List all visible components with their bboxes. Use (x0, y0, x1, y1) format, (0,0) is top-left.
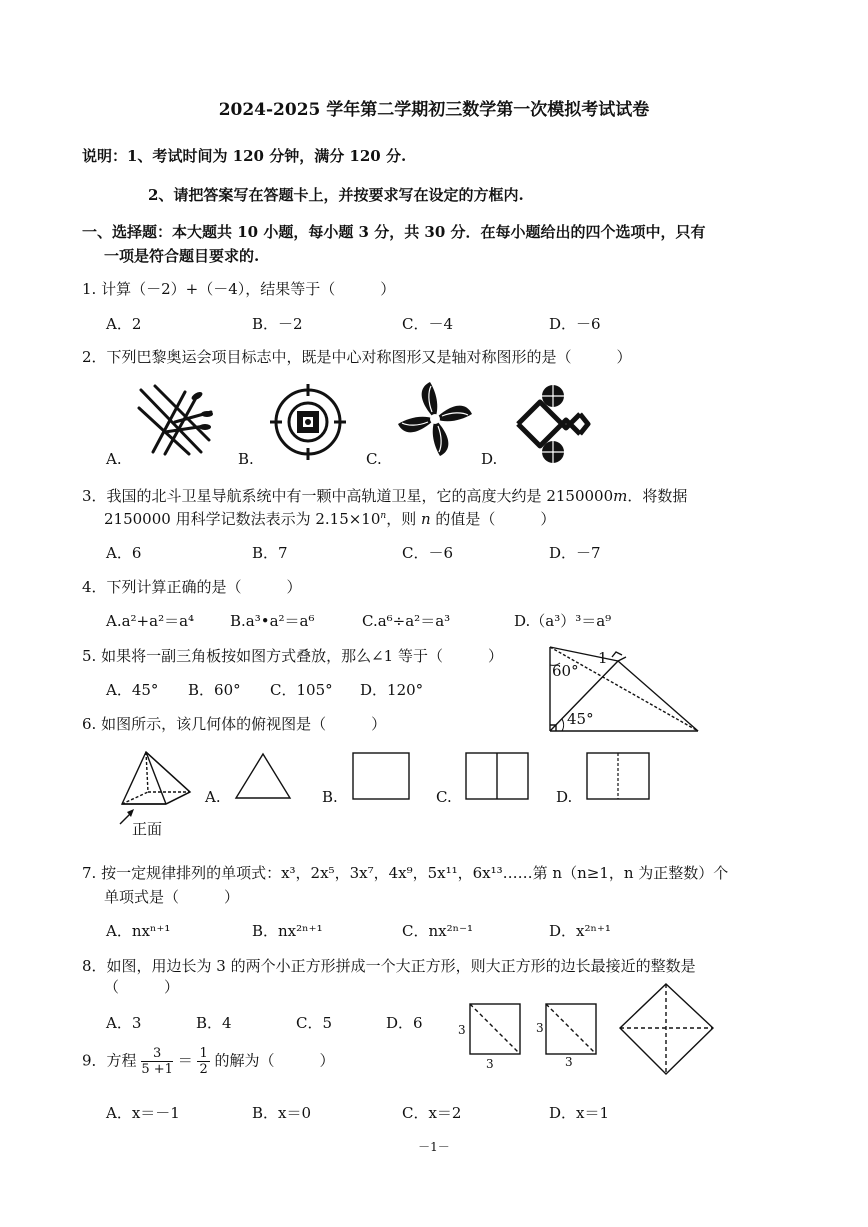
q2-label-b: B. (238, 450, 254, 468)
page-number: －1－ (418, 1140, 450, 1154)
q5-angle-1: 1 (598, 649, 608, 667)
q9-fraction-right (197, 1046, 209, 1077)
q9-equals: ＝ (177, 1051, 193, 1070)
q9-suffix: 的解为（ ） (214, 1051, 335, 1070)
q6-option-b-rectangle (352, 752, 410, 800)
q3-option-d: D．－7 (549, 544, 601, 562)
q9-option-b: B．x＝0 (252, 1104, 312, 1122)
q6-option-d-dashed-rectangle (586, 752, 650, 800)
q8-label-left-2: 3 (536, 1021, 544, 1035)
q3-option-c: C．－6 (402, 544, 454, 562)
q3-option-a: A．6 (106, 544, 142, 562)
q5-option-b: B．60° (188, 681, 241, 699)
q5-stem: 5. 如果将一副三角板按如图方式叠放，那么∠1 等于（ ） (82, 647, 503, 665)
q2-label-a: A. (106, 450, 122, 468)
q7-line-1: 7. 按一定规律排列的单项式：x³，2x⁵，3x⁷，4x⁹，5x¹¹，6x¹³……第 n（n≥1，n 为正整数）个 (82, 864, 729, 882)
q3-line-2-text: 2150000 用科学记数法表示为 2.15×10 (104, 510, 381, 528)
section-heading-line-2: 一项是符合题目要求的. (104, 247, 260, 265)
q5-option-c: C．105° (270, 681, 333, 699)
q2-stem: 2．下列巴黎奥运会项目标志中，既是中心对称图形又是轴对称图形的是（ ） (82, 348, 632, 366)
q8-label-bottom-1: 3 (486, 1057, 494, 1071)
q9-option-a: A．x＝－1 (106, 1104, 180, 1122)
q1-option-d: D．－6 (549, 315, 601, 333)
q8-line-2: （ ） (104, 978, 180, 996)
q3-line-1 (82, 485, 687, 506)
section-heading-line-1: 一、选择题：本大题共 10 小题，每小题 3 分，共 30 分．在每小题给出的四个选项中，只有 (82, 223, 706, 241)
q8-line-1: 8．如图，用边长为 3 的两个小正方形拼成一个大正方形，则大正方形的边长最接近的整数是 (82, 957, 696, 975)
q6-label-c: C. (436, 788, 452, 806)
q7-option-c: C．nx²ⁿ⁻¹ (402, 922, 474, 940)
q2-label-c: C. (366, 450, 382, 468)
q9-option-c: C．x＝2 (402, 1104, 462, 1122)
q3-var: n (420, 510, 431, 528)
q6-label-a: A. (205, 788, 221, 806)
instructions-line-1: 说明：1、考试时间为 120 分钟，满分 120 分. (82, 147, 407, 165)
q9-frac1-den: 5 +1 (141, 1062, 173, 1077)
q6-option-a-triangle (234, 752, 292, 800)
q1-option-c: C．－4 (402, 315, 454, 333)
q7-line-2: 单项式是（ ） (104, 888, 240, 906)
q4-option-b: B.a³•a²＝a⁶ (230, 612, 315, 630)
q8-option-b: B．4 (196, 1014, 232, 1032)
q6-option-c-split-rectangle (465, 752, 529, 800)
q1-option-b: B．－2 (252, 315, 303, 333)
q9-prefix: 9．方程 (82, 1051, 137, 1070)
q1-stem: 1. 计算（－2）+（－4），结果等于（ ） (82, 280, 396, 298)
q6-prism-figure (118, 748, 198, 828)
q6-label-d: D. (556, 788, 573, 806)
q3-line-2-mid: ，则 (386, 510, 421, 528)
q9-option-d: D．x＝1 (549, 1104, 610, 1122)
q3-line-1-text: 3．我国的北斗卫星导航系统中有一颗中高轨道卫星，它的高度大约是 2150000 (82, 487, 614, 505)
q3-exponent: n (380, 511, 387, 521)
q8-option-d: D．6 (386, 1014, 423, 1032)
q9-stem (82, 1046, 335, 1077)
logo-b-figure (270, 384, 346, 460)
q4-option-d: D.（a³）³＝a⁹ (514, 612, 612, 630)
instructions-line-2: 2、请把答案写在答题卡上，并按要求写在设定的方框内. (148, 186, 524, 204)
q8-option-c: C．5 (296, 1014, 333, 1032)
q3-unit: m (613, 487, 628, 505)
q6-front-label: 正面 (132, 820, 163, 838)
q8-option-a: A．3 (106, 1014, 142, 1032)
q2-label-d: D. (481, 450, 498, 468)
q5-option-a: A．45° (106, 681, 159, 699)
q4-option-c: C.a⁶÷a²＝a³ (362, 612, 451, 630)
q5-angle-60: 60° (552, 662, 579, 680)
q6-stem: 6. 如图所示，该几何体的俯视图是（ ） (82, 715, 387, 733)
q7-option-a: A．nxⁿ⁺¹ (106, 922, 171, 940)
q8-squares-figure (466, 982, 718, 1078)
q3-line-2 (104, 508, 555, 529)
q8-label-bottom-2: 3 (565, 1055, 573, 1069)
q9-frac1-num: 3 (141, 1046, 173, 1062)
q5-angle-45: 45° (567, 710, 594, 728)
q3-line-2-end: 的值是（ ） (430, 510, 556, 528)
q4-stem: 4．下列计算正确的是（ ） (82, 578, 302, 596)
logo-d-figure (510, 384, 596, 464)
q4-option-a: A.a²+a²＝a⁴ (106, 612, 195, 630)
q5-option-d: D．120° (360, 681, 424, 699)
q7-option-d: D．x²ⁿ⁺¹ (549, 922, 611, 940)
q9-frac2-num: 1 (199, 1046, 208, 1061)
q8-label-left-1: 3 (458, 1023, 466, 1037)
logo-c-figure (394, 378, 476, 460)
page-title: 2024-2025 学年第二学期初三数学第一次模拟考试试卷 (218, 100, 650, 120)
q6-label-b: B. (322, 788, 338, 806)
q3-line-1-end: ．将数据 (627, 487, 688, 505)
q3-option-b: B．7 (252, 544, 288, 562)
q1-option-a: A．2 (106, 315, 142, 333)
logo-a-figure (135, 382, 215, 457)
q7-option-b: B．nx²ⁿ⁺¹ (252, 922, 323, 940)
q9-frac2-den: 2 (199, 1062, 208, 1077)
q9-fraction-left (141, 1046, 173, 1077)
